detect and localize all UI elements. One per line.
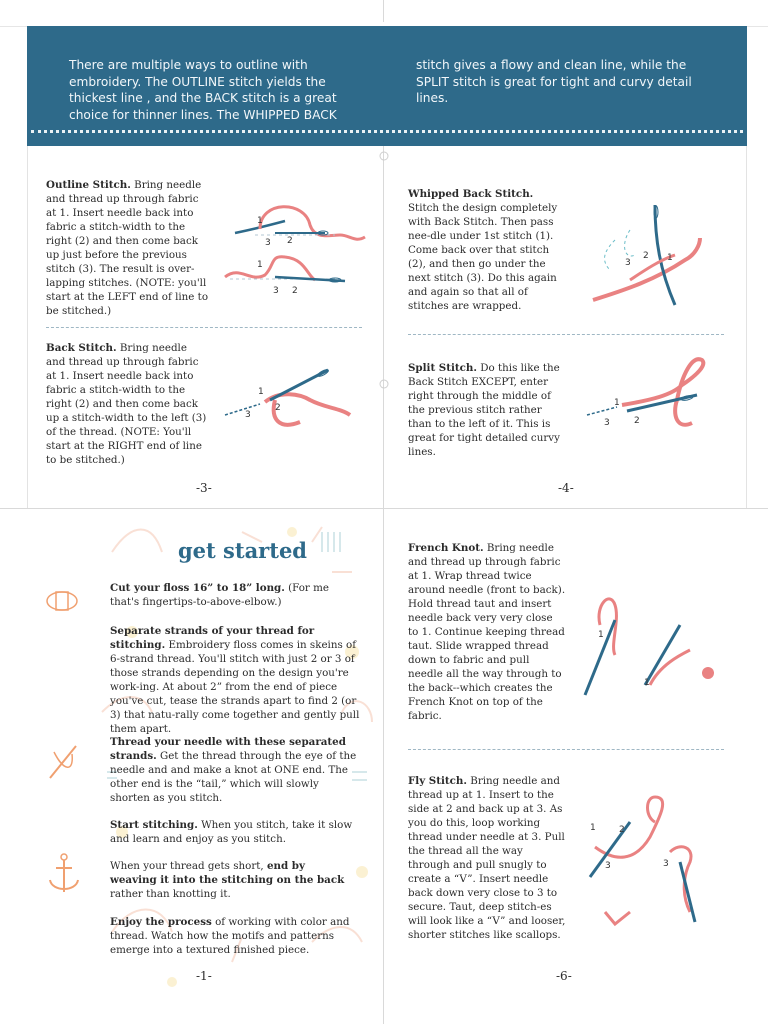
tip-enjoy-process	[110, 915, 355, 957]
intro-text-left: There are multiple ways to outline with embroidery. The OUTLINE stitch yields the thickest line , and the BACK stitch is a great choice for thinner lines. The WHIPPED BACK	[69, 58, 337, 122]
tip-cut-floss-text: (For me that's fingertips-to-above-elbow.)	[110, 582, 329, 608]
anchor-icon	[46, 852, 82, 896]
tip-thread-needle-text: Get the thread through the eye of the needle and and make a knot at ONE end. The other end is the “tail,” which will slowly shorten as you stitch.	[110, 750, 357, 804]
svg-text:1: 1	[598, 630, 604, 640]
svg-text:2: 2	[643, 251, 649, 261]
fly-stitch-title: Fly Stitch.	[408, 775, 467, 787]
svg-text:3: 3	[245, 410, 251, 420]
svg-text:1: 1	[614, 398, 620, 408]
page-number-4: -4-	[558, 481, 574, 495]
left-page-edge	[27, 146, 28, 508]
svg-text:2: 2	[292, 286, 298, 296]
tip-end-thread-bold: end by weaving it into the stitching on the back	[110, 860, 345, 886]
fly-stitch-body: Bring needle and thread up at 1. Insert to the side at 2 and back up at 3. As you do this, loop working thread under needle at 3. Pull the thread all the way through and pull snugly to create a “V”. Insert needle back down very close to 3 to secure. Taut, deep stitch-es will look like a “V” and looser, shorter stitches like scallops.	[408, 775, 566, 941]
svg-text:1: 1	[590, 823, 596, 833]
separator	[408, 749, 724, 750]
fly-stitch-illustration	[585, 792, 725, 942]
tip-separate-strands	[110, 624, 365, 736]
outline-stitch-title: Outline Stitch.	[46, 179, 131, 191]
french-knot-body: Bring needle and thread up through fabric at 1. Wrap thread twice around needle (front to back). Hold thread taut and insert needle back very very close to 1. Continue keeping thread taut. Slide wrapped thread down to fabric and pull needle all the way through to the back--which creates the French Knot on top of the fabric.	[408, 542, 566, 722]
svg-text:3: 3	[604, 418, 610, 428]
tip-cut-floss	[110, 581, 358, 609]
whipped-back-stitch-text	[408, 187, 566, 313]
svg-text:2: 2	[619, 825, 625, 835]
needle-thread-icon	[44, 742, 80, 782]
separator	[46, 327, 362, 328]
split-stitch-title: Split Stitch.	[408, 362, 478, 374]
tip-end-thread-text: rather than knotting it.	[110, 888, 231, 900]
outline-stitch-body: Bring needle and thread up through fabric at 1. Insert needle back into fabric a stitch-width to the right (2) and then come back up just before the previous stitch (3). The result is over-lapping stitches. (NOTE: you'll start at the LEFT end of line to be stitched.)	[46, 179, 209, 317]
svg-text:2: 2	[287, 236, 293, 246]
tip-start-stitching	[110, 818, 355, 846]
svg-text:3: 3	[273, 286, 279, 296]
fold-marker-mid	[374, 374, 394, 394]
svg-text:3: 3	[265, 238, 271, 248]
outline-stitch-illustration	[215, 195, 375, 295]
fold-line-upper	[383, 146, 384, 508]
svg-text:1: 1	[257, 260, 263, 270]
svg-text:1: 1	[667, 253, 673, 263]
page-number-3: -3-	[196, 481, 212, 495]
get-started-title: get started	[178, 538, 307, 563]
page-number-6: -6-	[556, 969, 572, 983]
french-knot-title: French Knot.	[408, 542, 484, 554]
tip-end-thread-pre: When your thread gets short,	[110, 860, 267, 872]
tip-separate-strands-text: Embroidery floss comes in skeins of 6-strand thread. You'll stitch with just 2 or 3 of those strands depending on the design you're work-ing. At about 2” from the end of piece you've cut, tease the strands apart to find 2 (or 3) that natu-rally come together and gently pull them apart.	[110, 639, 360, 735]
fold-marker-top	[374, 146, 394, 166]
back-stitch-illustration	[220, 360, 370, 450]
tip-start-stitching-text: When you stitch, take it slow and learn and enjoy as you stitch.	[110, 819, 353, 845]
svg-text:2: 2	[275, 403, 281, 413]
back-stitch-title: Back Stitch.	[46, 342, 117, 354]
fly-stitch-text	[408, 774, 566, 942]
fold-mark-top	[383, 0, 384, 22]
tip-end-thread	[110, 859, 355, 901]
svg-text:2: 2	[634, 416, 640, 426]
tip-enjoy-process-text: of working with color and thread. Watch how the motifs and patterns emerge into a textured finished piece.	[110, 916, 350, 956]
svg-text:1: 1	[257, 216, 263, 226]
right-page-edge	[746, 146, 747, 508]
french-knot-illustration	[580, 585, 720, 705]
back-stitch-body: Bring needle and thread up through fabric at 1. Insert needle back into fabric a stitch-width to the right (2) and then come back up a stitch-width to the left (3) of the thread. (NOTE: You'll start at the RIGHT end of line to be stitched.)	[46, 342, 207, 466]
tip-cut-floss-bold: Cut your floss 16” to 18” long.	[110, 582, 285, 594]
intro-banner	[27, 26, 747, 146]
floss-skein-icon	[44, 588, 80, 614]
fold-line-lower	[383, 508, 384, 1024]
svg-text:1: 1	[258, 387, 264, 397]
tip-start-stitching-bold: Start stitching.	[110, 819, 198, 831]
tip-thread-needle-bold: Thread your needle with these separated strands.	[110, 736, 346, 762]
svg-text:3: 3	[663, 859, 669, 869]
svg-text:1: 1	[644, 678, 650, 688]
whipped-back-stitch-title: Whipped Back Stitch.	[408, 188, 534, 200]
outline-stitch-text	[46, 178, 208, 318]
tip-thread-needle	[110, 735, 360, 805]
tip-enjoy-process-bold: Enjoy the process	[110, 916, 212, 928]
whipped-back-stitch-body: Stitch the design completely with Back Stitch. Then pass nee-dle under 1st stitch (1). Come back over that stitch (2), and then go under the next stitch (3). Do this again and again so that all of stitches are wrapped.	[408, 202, 558, 312]
split-stitch-illustration	[582, 355, 722, 455]
horizontal-fold-line	[0, 508, 768, 509]
intro-text-right: stitch gives a flowy and clean line, while the SPLIT stitch is great for tight and curvy detail lines.	[416, 58, 692, 105]
separator	[408, 334, 724, 335]
svg-text:3: 3	[625, 258, 631, 268]
whipped-back-stitch-illustration	[585, 200, 715, 320]
page-number-1: -1-	[196, 969, 212, 983]
french-knot-text	[408, 541, 566, 723]
split-stitch-text	[408, 361, 566, 459]
split-stitch-body: Do this like the Back Stitch EXCEPT, enter right through the middle of the previous stitch rather than to the left of it. This is great for tight detailed curvy lines.	[408, 362, 560, 458]
back-stitch-text	[46, 341, 208, 467]
svg-text:3: 3	[605, 861, 611, 871]
banner-dotted-line	[31, 130, 743, 133]
tip-separate-strands-bold: Separate strands of your thread for stitching.	[110, 625, 315, 651]
